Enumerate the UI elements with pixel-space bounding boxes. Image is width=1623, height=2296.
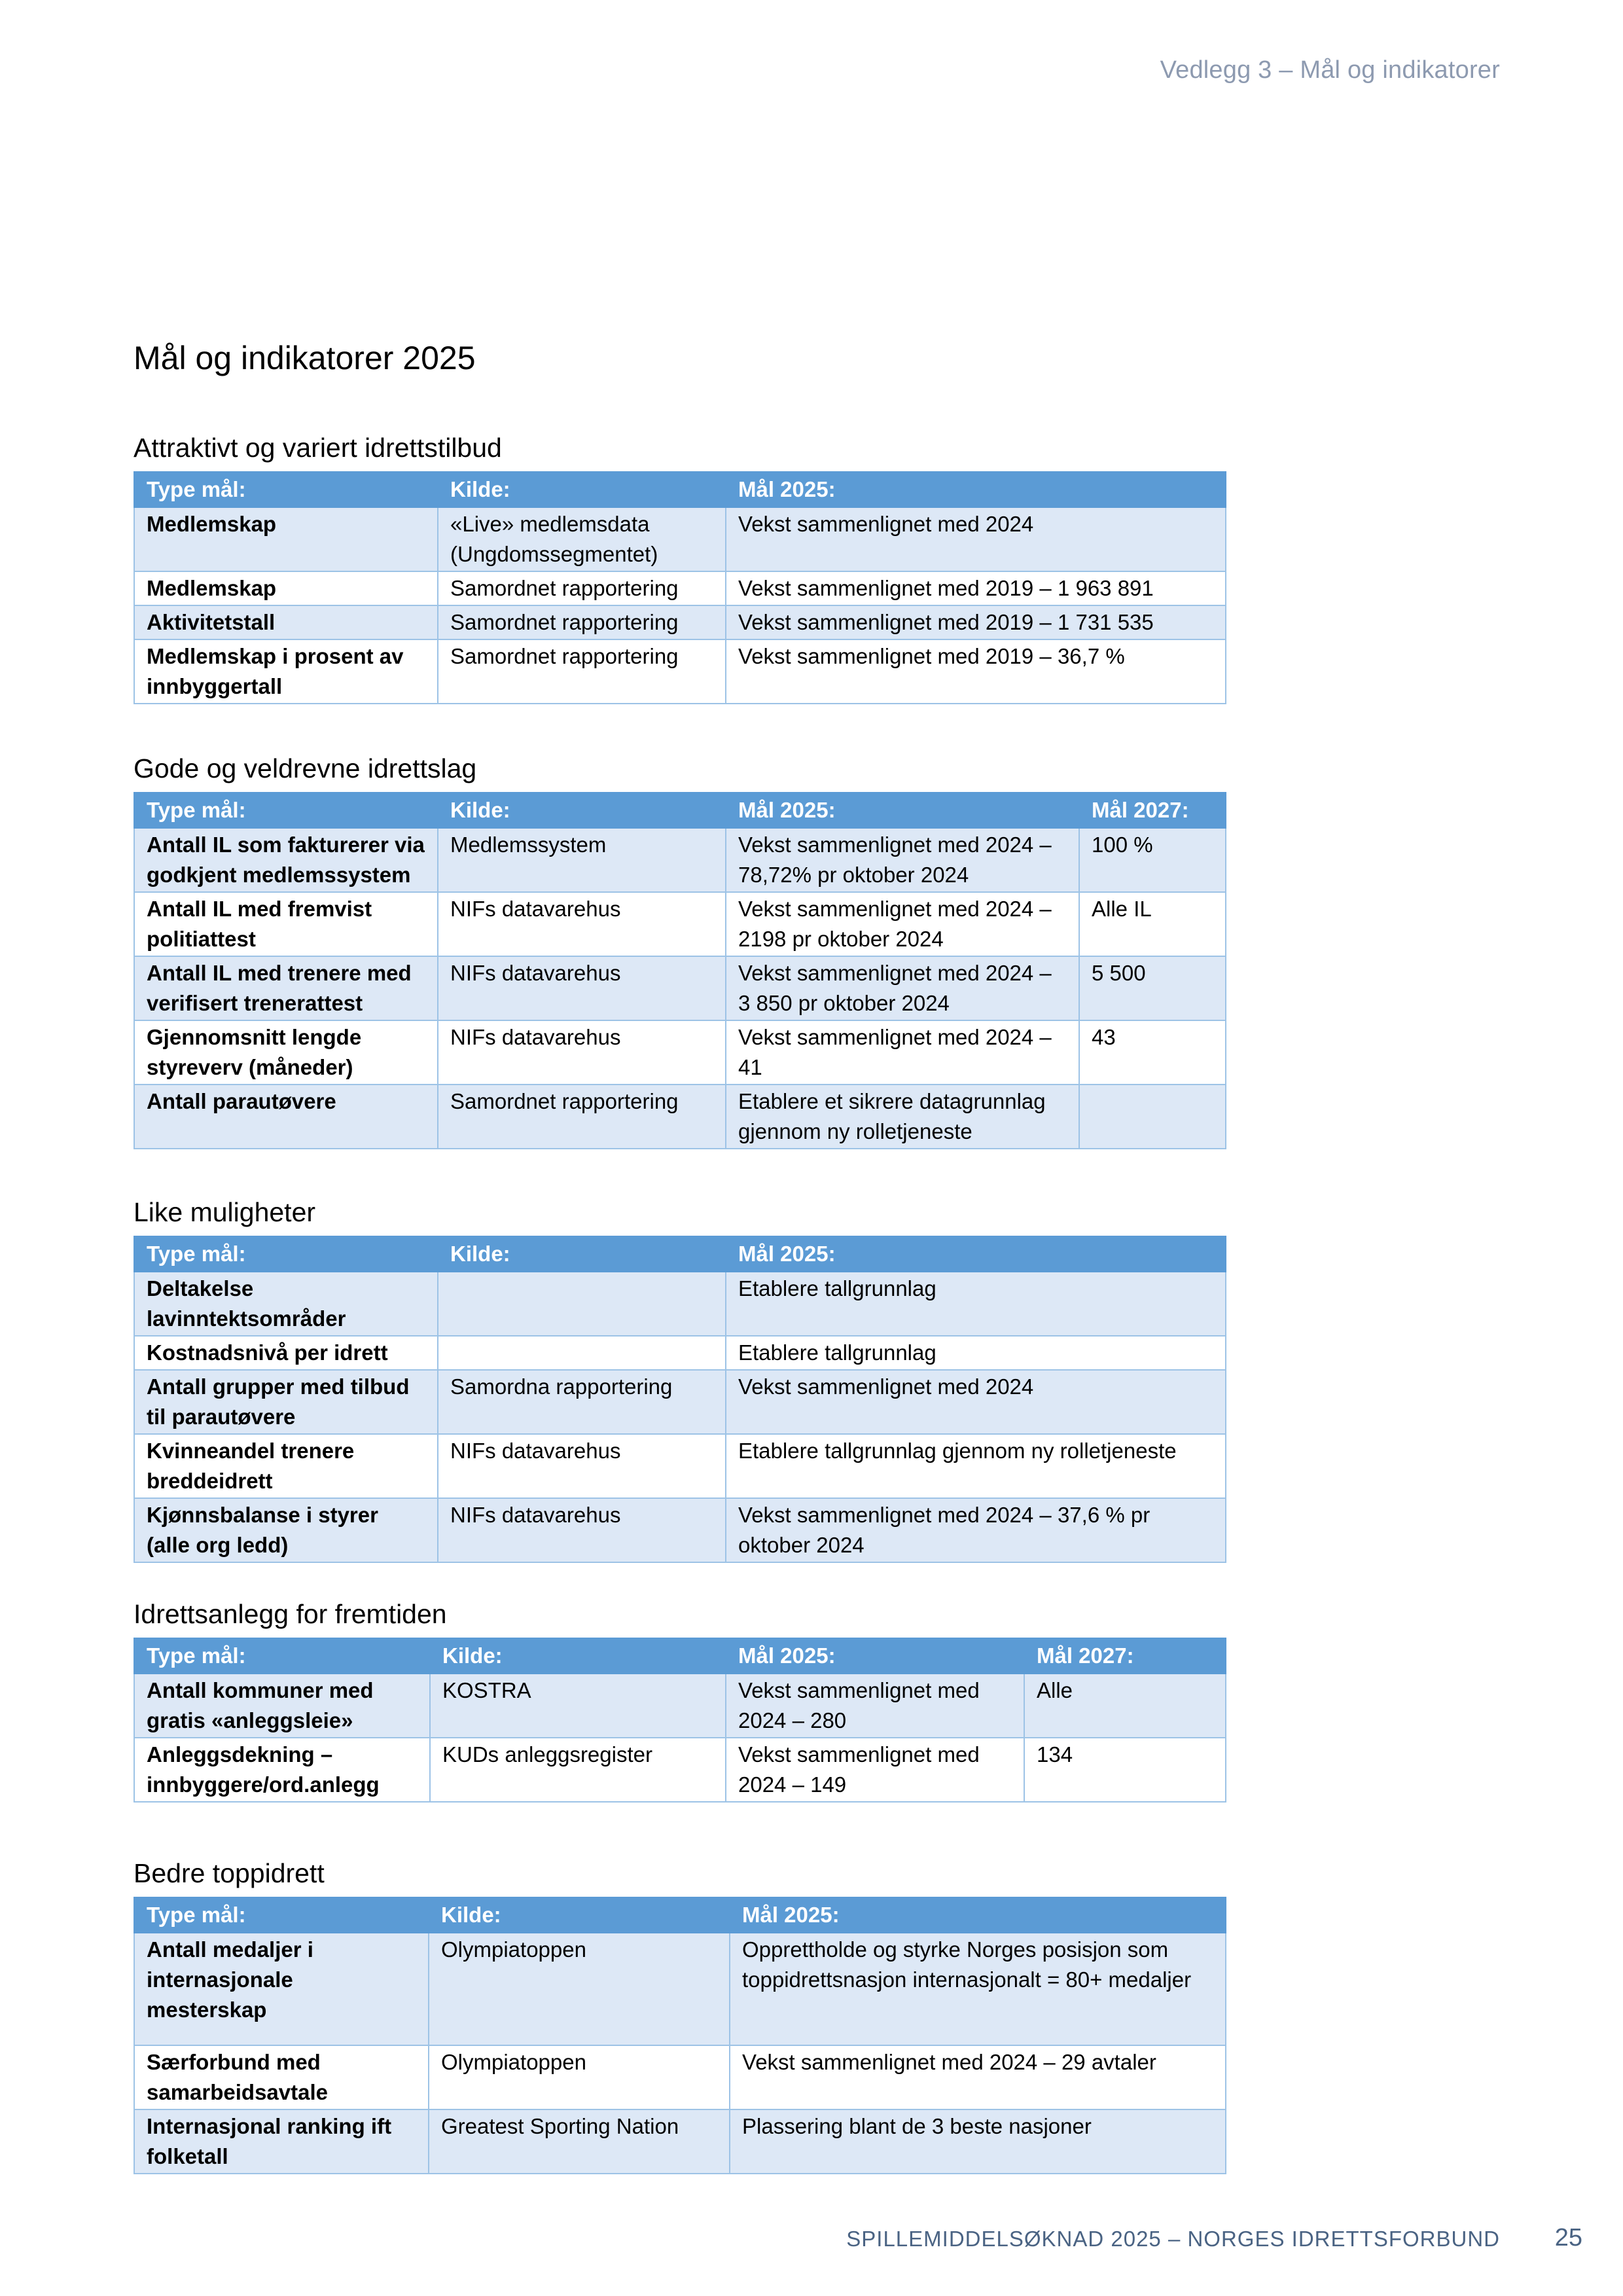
target-2025-cell: Vekst sammenlignet med 2024 <box>726 507 1226 571</box>
source-cell: Greatest Sporting Nation <box>429 2109 730 2174</box>
footer-text: SPILLEMIDDELSØKNAD 2025 – NORGES IDRETTSFORBUND <box>846 2227 1500 2251</box>
target-2025-cell: Vekst sammenlignet med 2024 – 149 <box>726 1738 1024 1802</box>
section-like-muligheter <box>134 1195 1225 1563</box>
page-number: 25 <box>1554 2224 1582 2251</box>
column-header: Mål 2025: <box>726 1638 1024 1674</box>
column-header: Type mål: <box>134 1236 438 1272</box>
target-2027-cell: 5 500 <box>1079 956 1226 1020</box>
source-cell: KOSTRA <box>430 1674 726 1738</box>
column-header: Type mål: <box>134 1638 430 1674</box>
table-row <box>134 2045 1226 2109</box>
section-idrettsanlegg <box>134 1597 1225 1803</box>
goal-type-cell: Kjønnsbalanse i styrer (alle org ledd) <box>134 1498 438 1562</box>
table-header-row <box>134 1638 1226 1674</box>
source-cell <box>438 1336 726 1370</box>
source-cell: KUDs anleggsregister <box>430 1738 726 1802</box>
column-header: Kilde: <box>438 1236 726 1272</box>
goal-type-cell: Antall medaljer i internasjonale mesterskap <box>134 1933 429 2045</box>
target-2027-cell: Alle <box>1024 1674 1226 1738</box>
target-2027-cell <box>1079 1085 1226 1149</box>
source-cell: NIFs datavarehus <box>438 956 726 1020</box>
section-heading: Attraktivt og variert idrettstilbud <box>134 433 502 463</box>
column-header: Mål 2025: <box>726 793 1079 828</box>
target-2025-cell: Vekst sammenlignet med 2024 – 280 <box>726 1674 1024 1738</box>
section-idrettslag <box>134 751 1225 1149</box>
target-2025-cell: Vekst sammenlignet med 2024 – 78,72% pr oktober 2024 <box>726 828 1079 892</box>
table-row <box>134 1434 1226 1498</box>
table-row <box>134 1336 1226 1370</box>
table-row <box>134 2109 1226 2174</box>
column-header: Mål 2025: <box>730 1897 1226 1933</box>
section-heading: Like muligheter <box>134 1197 316 1227</box>
target-2025-cell: Etablere tallgrunnlag <box>726 1272 1226 1336</box>
goal-type-cell: Antall kommuner med gratis «anleggsleie» <box>134 1674 430 1738</box>
source-cell <box>438 1272 726 1336</box>
source-cell: «Live» medlemsdata (Ungdomssegmentet) <box>438 507 726 571</box>
column-header: Type mål: <box>134 1897 429 1933</box>
source-cell: Olympiatoppen <box>429 1933 730 2045</box>
goal-type-cell: Antall IL som fakturerer via godkjent medlemssystem <box>134 828 438 892</box>
table-row <box>134 828 1226 892</box>
section-heading: Bedre toppidrett <box>134 1858 325 1888</box>
target-2025-cell: Vekst sammenlignet med 2024 – 2198 pr oktober 2024 <box>726 892 1079 956</box>
target-2027-cell: 100 % <box>1079 828 1226 892</box>
table-header-row <box>134 1897 1226 1933</box>
page-title: Mål og indikatorer 2025 <box>134 340 476 376</box>
source-cell: NIFs datavarehus <box>438 1434 726 1498</box>
table-row <box>134 1272 1226 1336</box>
table-row <box>134 1020 1226 1085</box>
column-header: Type mål: <box>134 472 438 507</box>
target-2025-cell: Vekst sammenlignet med 2024 – 37,6 % pr oktober 2024 <box>726 1498 1226 1562</box>
section-attraktivt <box>134 431 1225 704</box>
target-2025-cell: Vekst sammenlignet med 2024 – 41 <box>726 1020 1079 1085</box>
source-cell: NIFs datavarehus <box>438 1498 726 1562</box>
goals-table <box>134 792 1226 1149</box>
target-2025-cell: Vekst sammenlignet med 2019 – 36,7 % <box>726 639 1226 704</box>
table-row <box>134 1085 1226 1149</box>
table-header-row <box>134 1236 1226 1272</box>
column-header: Type mål: <box>134 793 438 828</box>
goal-type-cell: Antall IL med fremvist politiattest <box>134 892 438 956</box>
target-2025-cell: Plassering blant de 3 beste nasjoner <box>730 2109 1226 2174</box>
target-2025-cell: Opprettholde og styrke Norges posisjon som toppidrettsnasjon internasjonalt = 80+ medaljer <box>730 1933 1226 2045</box>
source-cell: Samordnet rapportering <box>438 1085 726 1149</box>
column-header: Kilde: <box>438 472 726 507</box>
table-row <box>134 892 1226 956</box>
goal-type-cell: Særforbund med samarbeidsavtale <box>134 2045 429 2109</box>
goal-type-cell: Antall grupper med tilbud til parautøvere <box>134 1370 438 1434</box>
goal-type-cell: Medlemskap <box>134 507 438 571</box>
column-header: Kilde: <box>438 793 726 828</box>
table-row <box>134 1933 1226 2045</box>
target-2025-cell: Vekst sammenlignet med 2019 – 1 963 891 <box>726 571 1226 605</box>
source-cell: NIFs datavarehus <box>438 892 726 956</box>
column-header: Mål 2027: <box>1024 1638 1226 1674</box>
goals-table <box>134 1236 1226 1563</box>
column-header: Mål 2025: <box>726 1236 1226 1272</box>
column-header: Mål 2025: <box>726 472 1226 507</box>
table-row <box>134 1370 1226 1434</box>
target-2027-cell: Alle IL <box>1079 892 1226 956</box>
goal-type-cell: Gjennomsnitt lengde styreverv (måneder) <box>134 1020 438 1085</box>
table-row <box>134 1674 1226 1738</box>
target-2025-cell: Vekst sammenlignet med 2024 <box>726 1370 1226 1434</box>
goals-table <box>134 471 1226 704</box>
source-cell: Samordnet rapportering <box>438 639 726 704</box>
header-note: Vedlegg 3 – Mål og indikatorer <box>1160 56 1500 84</box>
table-row <box>134 1498 1226 1562</box>
source-cell: Olympiatoppen <box>429 2045 730 2109</box>
target-2027-cell: 134 <box>1024 1738 1226 1802</box>
goal-type-cell: Aktivitetstall <box>134 605 438 639</box>
source-cell: Samordnet rapportering <box>438 571 726 605</box>
target-2025-cell: Vekst sammenlignet med 2019 – 1 731 535 <box>726 605 1226 639</box>
column-header: Mål 2027: <box>1079 793 1226 828</box>
table-header-row <box>134 793 1226 828</box>
goal-type-cell: Anleggsdekning – innbyggere/ord.anlegg <box>134 1738 430 1802</box>
section-heading: Idrettsanlegg for fremtiden <box>134 1599 447 1629</box>
target-2025-cell: Etablere et sikrere datagrunnlag gjennom ny rolletjeneste <box>726 1085 1079 1149</box>
goal-type-cell: Antall IL med trenere med verifisert trenerattest <box>134 956 438 1020</box>
goal-type-cell: Internasjonal ranking ift folketall <box>134 2109 429 2174</box>
goals-table <box>134 1638 1226 1803</box>
goal-type-cell: Medlemskap i prosent av innbyggertall <box>134 639 438 704</box>
table-row <box>134 639 1226 704</box>
goal-type-cell: Medlemskap <box>134 571 438 605</box>
source-cell: Samordna rapportering <box>438 1370 726 1434</box>
table-header-row <box>134 472 1226 507</box>
target-2025-cell: Vekst sammenlignet med 2024 – 29 avtaler <box>730 2045 1226 2109</box>
source-cell: Samordnet rapportering <box>438 605 726 639</box>
goal-type-cell: Deltakelse lavinntektsområder <box>134 1272 438 1336</box>
target-2027-cell: 43 <box>1079 1020 1226 1085</box>
column-header: Kilde: <box>430 1638 726 1674</box>
table-row <box>134 1738 1226 1802</box>
goal-type-cell: Antall parautøvere <box>134 1085 438 1149</box>
table-row <box>134 507 1226 571</box>
goal-type-cell: Kvinneandel trenere breddeidrett <box>134 1434 438 1498</box>
table-row <box>134 605 1226 639</box>
source-cell: Medlemssystem <box>438 828 726 892</box>
goals-table <box>134 1897 1226 2174</box>
section-toppidrett <box>134 1856 1225 2174</box>
goal-type-cell: Kostnadsnivå per idrett <box>134 1336 438 1370</box>
source-cell: NIFs datavarehus <box>438 1020 726 1085</box>
section-heading: Gode og veldrevne idrettslag <box>134 753 477 783</box>
table-row <box>134 956 1226 1020</box>
target-2025-cell: Etablere tallgrunnlag gjennom ny rolletjeneste <box>726 1434 1226 1498</box>
target-2025-cell: Vekst sammenlignet med 2024 – 3 850 pr oktober 2024 <box>726 956 1079 1020</box>
column-header: Kilde: <box>429 1897 730 1933</box>
table-row <box>134 571 1226 605</box>
target-2025-cell: Etablere tallgrunnlag <box>726 1336 1226 1370</box>
